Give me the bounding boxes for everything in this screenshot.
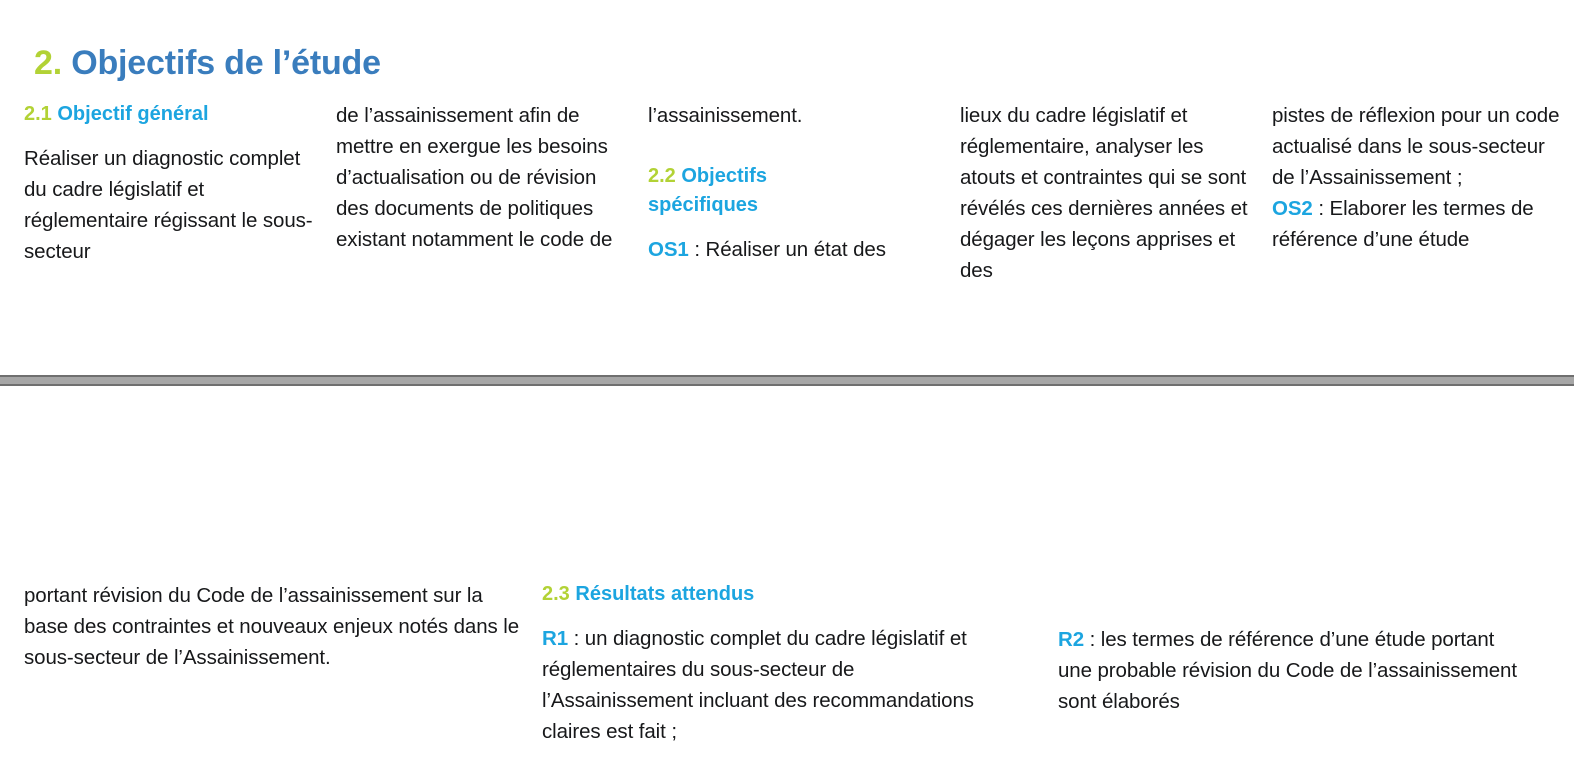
section-number-2-1: 2.1: [24, 103, 52, 125]
page-title-text: Objectifs de l’étude: [71, 43, 381, 82]
paragraph-spacer: [648, 131, 938, 162]
paragraph-continuation-1: de l’assainissement afin de mettre en exergue les besoins d’actualisation ou de révision des documents de politiques existant notamment le code de: [336, 104, 613, 251]
section-number-2-2: 2.2: [648, 165, 676, 187]
top-column-4: [960, 100, 1252, 286]
paragraph-os1: [648, 234, 938, 265]
r1-text: : un diagnostic complet du cadre législatif et réglementaires du sous-secteur de l’Assainissement incluant des recommandations claires est fait ;: [542, 627, 974, 743]
paragraph-os1-continuation: lieux du cadre législatif et réglementaire, analyser les atouts et contraintes qui se sont révélés ces dernières années et dégager les leçons apprises et des: [960, 104, 1248, 282]
section-label-2-3: Résultats attendus: [575, 583, 755, 605]
page-title-number: 2.: [34, 43, 62, 82]
paragraph-objectif-general: Réaliser un diagnostic complet du cadre législatif et réglementaire régissant le sous-secteur: [24, 147, 313, 263]
os1-text: : Réaliser un état des: [688, 238, 886, 261]
paragraph-r2: [1058, 624, 1518, 717]
page-title: [34, 45, 381, 82]
top-column-2: [336, 100, 626, 255]
section-label-2-2-line1: Objectifs: [681, 165, 767, 187]
paragraph-continuation-2: l’assainissement.: [648, 104, 803, 127]
r2-tag: R2: [1058, 628, 1085, 651]
top-column-3: [648, 100, 938, 265]
top-column-5: [1272, 100, 1564, 255]
section-label-2-2-line2: spécifiques: [648, 194, 759, 216]
section-label-2-1: Objectif général: [57, 103, 209, 125]
top-content-block: [0, 100, 1574, 350]
section-heading-2-3: [542, 580, 982, 609]
section-divider: [0, 375, 1574, 386]
section-number-2-3: 2.3: [542, 583, 570, 605]
r2-text: : les termes de référence d’une étude portant une probable révision du Code de l’assainissement sont élaborés: [1058, 628, 1517, 713]
section-heading-2-1: [24, 100, 320, 129]
paragraph-os2: [1272, 193, 1564, 255]
paragraph-os1-end: pistes de réflexion pour un code actualisé dans le sous-secteur de l’Assainissement ;: [1272, 104, 1560, 189]
section-heading-2-2: [648, 162, 938, 220]
bottom-content-block: [0, 580, 1574, 770]
paragraph-r1: [542, 623, 982, 747]
os1-tag: OS1: [648, 238, 689, 261]
bottom-column-2: [542, 580, 982, 747]
os2-text: : Elaborer les termes de référence d’une étude: [1272, 197, 1534, 251]
divider-line-bottom: [0, 384, 1574, 386]
r1-tag: R1: [542, 627, 569, 650]
bottom-column-1: [24, 580, 524, 673]
os2-tag: OS2: [1272, 197, 1313, 220]
paragraph-os2-continuation: portant révision du Code de l’assainissement sur la base des contraintes et nouveaux enjeux notés dans le sous-secteur de l’Assainissement.: [24, 584, 520, 669]
bottom-column-3: [1058, 580, 1518, 717]
top-column-1: [24, 100, 320, 267]
divider-fill: [0, 377, 1574, 384]
